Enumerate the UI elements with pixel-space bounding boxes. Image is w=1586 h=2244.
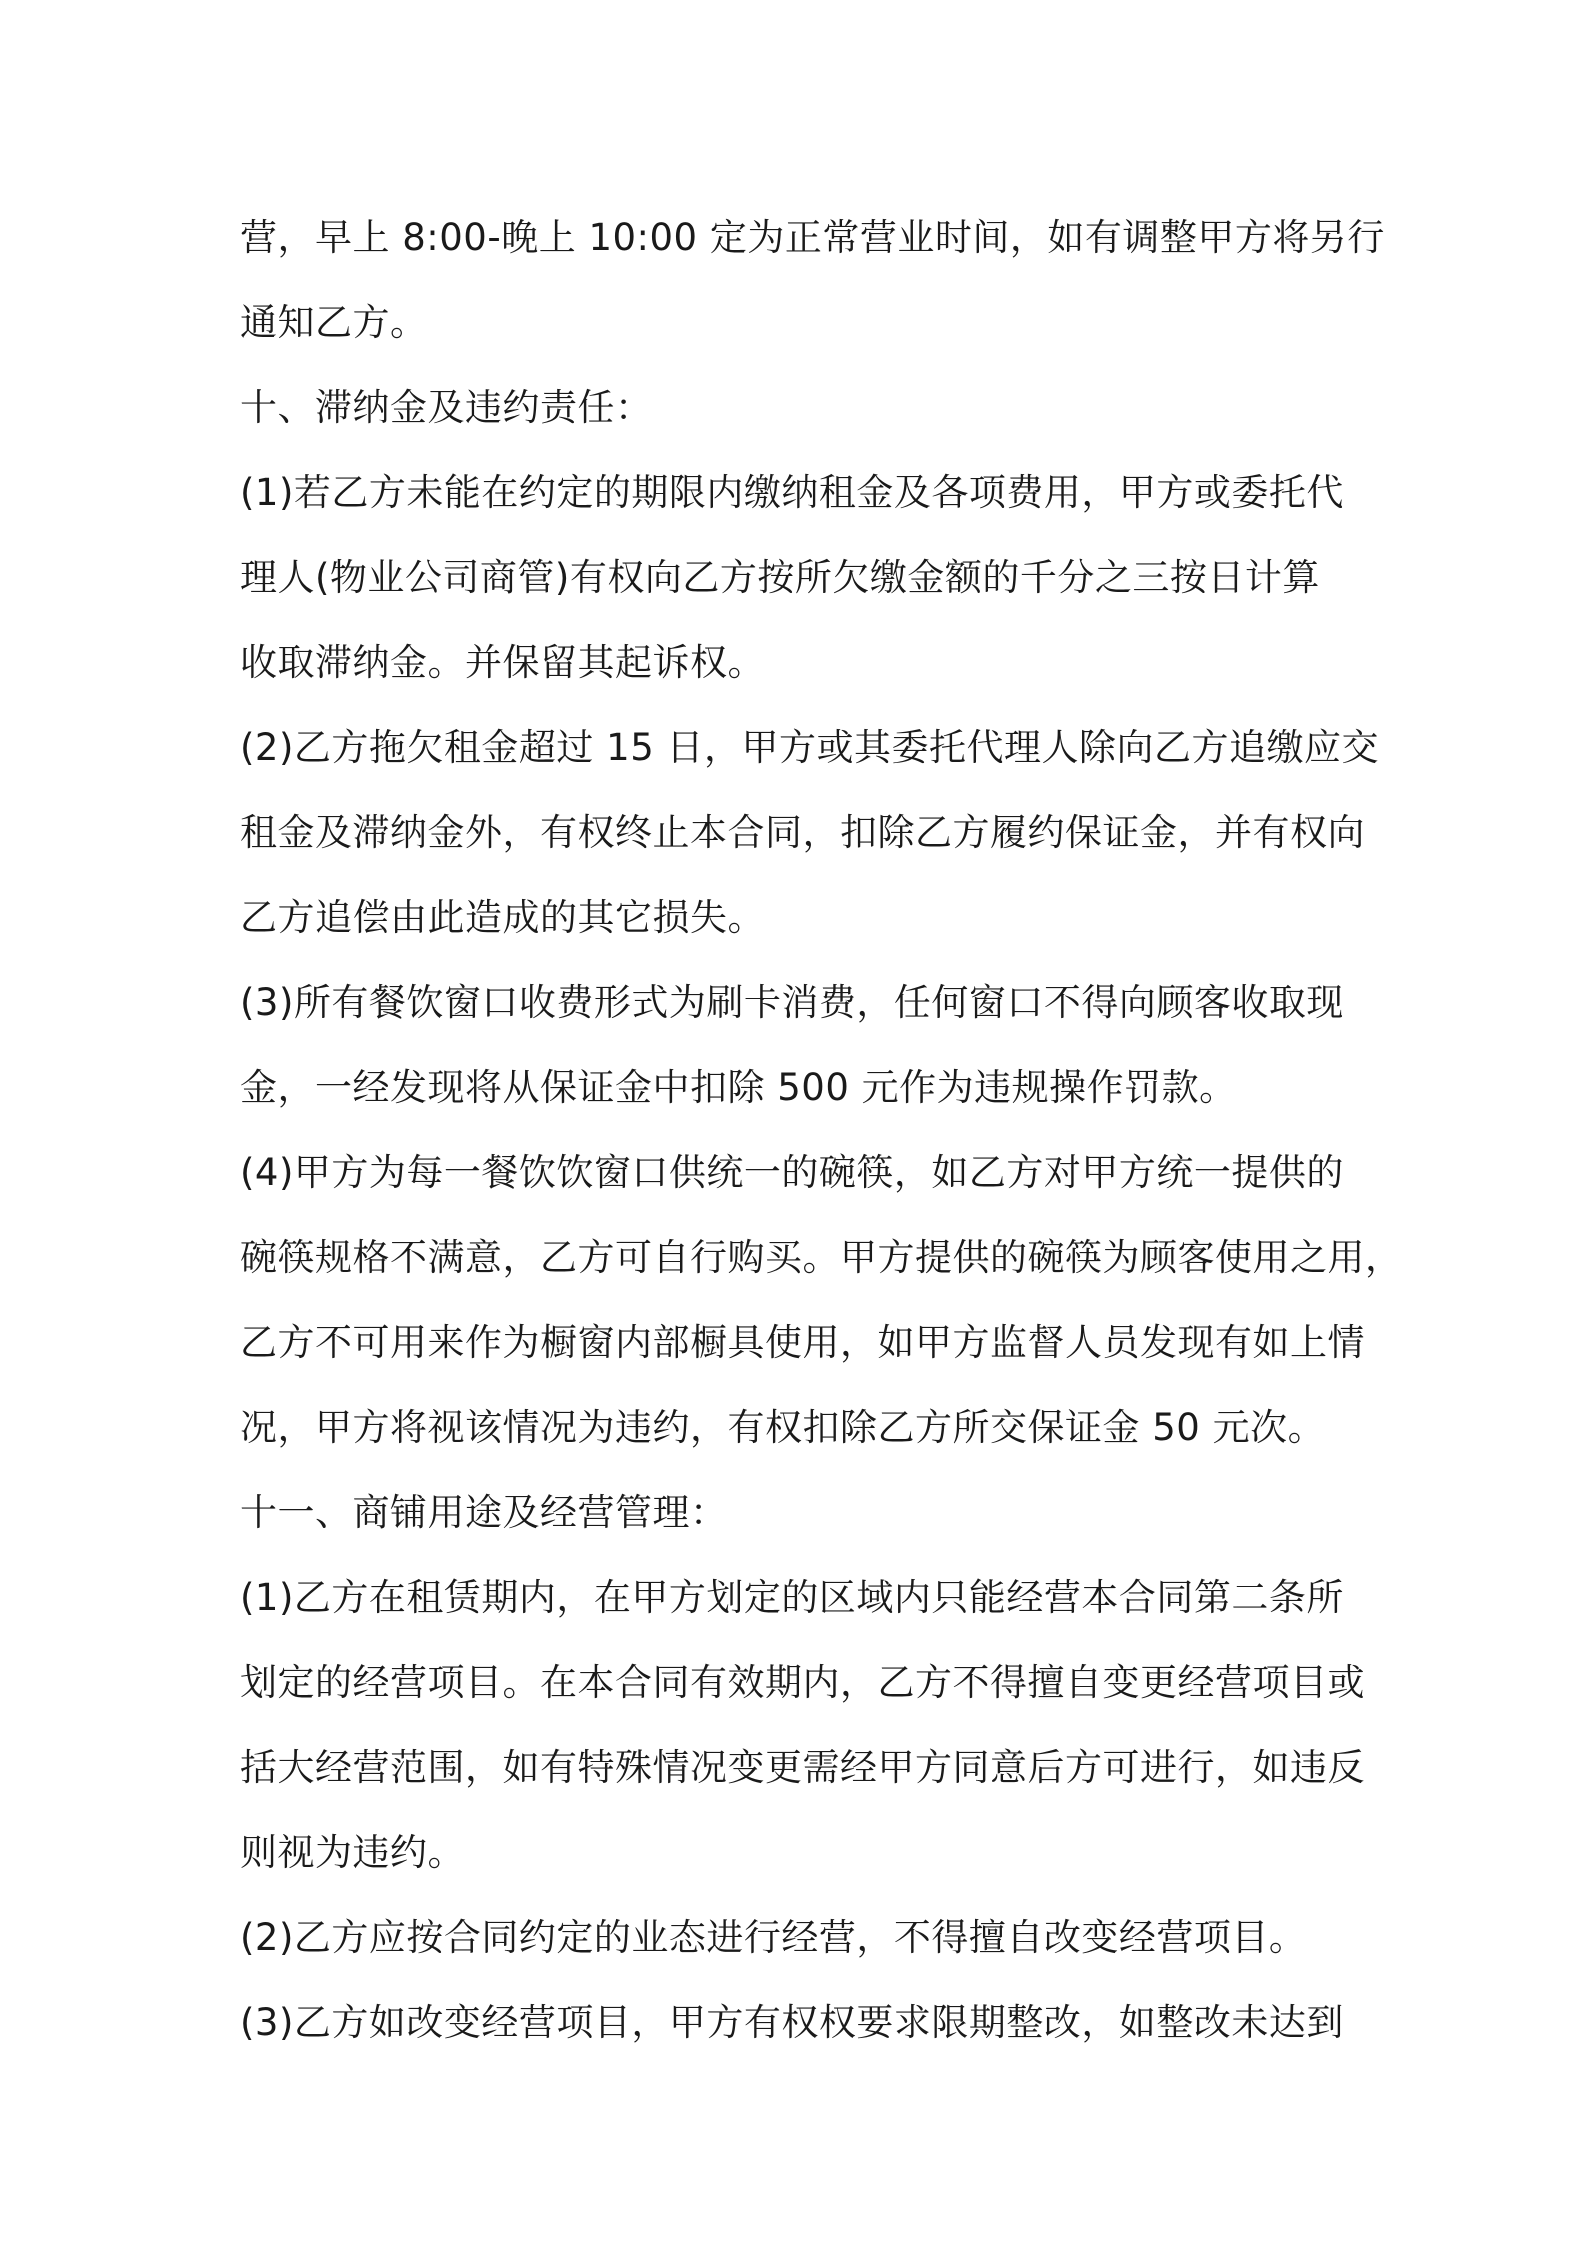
text-line: 收取滞纳金。并保留其起诉权。 [240, 641, 765, 684]
text-line: (2)乙方应按合同约定的业态进行经营，不得擅自改变经营项目。 [240, 1916, 1307, 1959]
text-line: (2)乙方拖欠租金超过 15 日，甲方或其委托代理人除向乙方追缴应交 [240, 726, 1380, 769]
text-line: 租金及滞纳金外，有权终止本合同，扣除乙方履约保证金，并有权向 [240, 811, 1365, 854]
text-line: (3)所有餐饮窗口收费形式为刷卡消费，任何窗口不得向顾客收取现 [240, 981, 1344, 1024]
text-line: 理人(物业公司商管)有权向乙方按所欠缴金额的千分之三按日计算 [240, 556, 1320, 599]
text-line: 划定的经营项目。在本合同有效期内，乙方不得擅自变更经营项目或 [240, 1661, 1365, 1704]
text-line: 则视为违约。 [240, 1831, 465, 1874]
text-line: 况，甲方将视该情况为违约，有权扣除乙方所交保证金 50 元次。 [240, 1406, 1326, 1449]
text-line: 乙方追偿由此造成的其它损失。 [240, 896, 765, 939]
text-line: 通知乙方。 [240, 301, 428, 344]
text-line: (3)乙方如改变经营项目，甲方有权权要求限期整改，如整改未达到 [240, 2001, 1344, 2044]
text-line: (1)乙方在租赁期内，在甲方划定的区域内只能经营本合同第二条所 [240, 1576, 1344, 1619]
section-heading: 十、滞纳金及违约责任： [240, 386, 653, 429]
text-line: 营，早上 8:00-晚上 10:00 定为正常营业时间，如有调整甲方将另行 [240, 216, 1385, 259]
text-line: (1)若乙方未能在约定的期限内缴纳租金及各项费用，甲方或委托代 [240, 471, 1344, 514]
text-line: 括大经营范围，如有特殊情况变更需经甲方同意后方可进行，如违反 [240, 1746, 1365, 1789]
section-heading: 十一、商铺用途及经营管理： [240, 1491, 728, 1534]
document-body [240, 195, 1403, 2065]
text-line: (4)甲方为每一餐饮饮窗口供统一的碗筷，如乙方对甲方统一提供的 [240, 1151, 1344, 1194]
text-line: 乙方不可用来作为橱窗内部橱具使用，如甲方监督人员发现有如上情 [240, 1321, 1365, 1364]
text-line: 金，一经发现将从保证金中扣除 500 元作为违规操作罚款。 [240, 1066, 1237, 1109]
text-line: 碗筷规格不满意，乙方可自行购买。甲方提供的碗筷为顾客使用之用， [240, 1236, 1403, 1279]
